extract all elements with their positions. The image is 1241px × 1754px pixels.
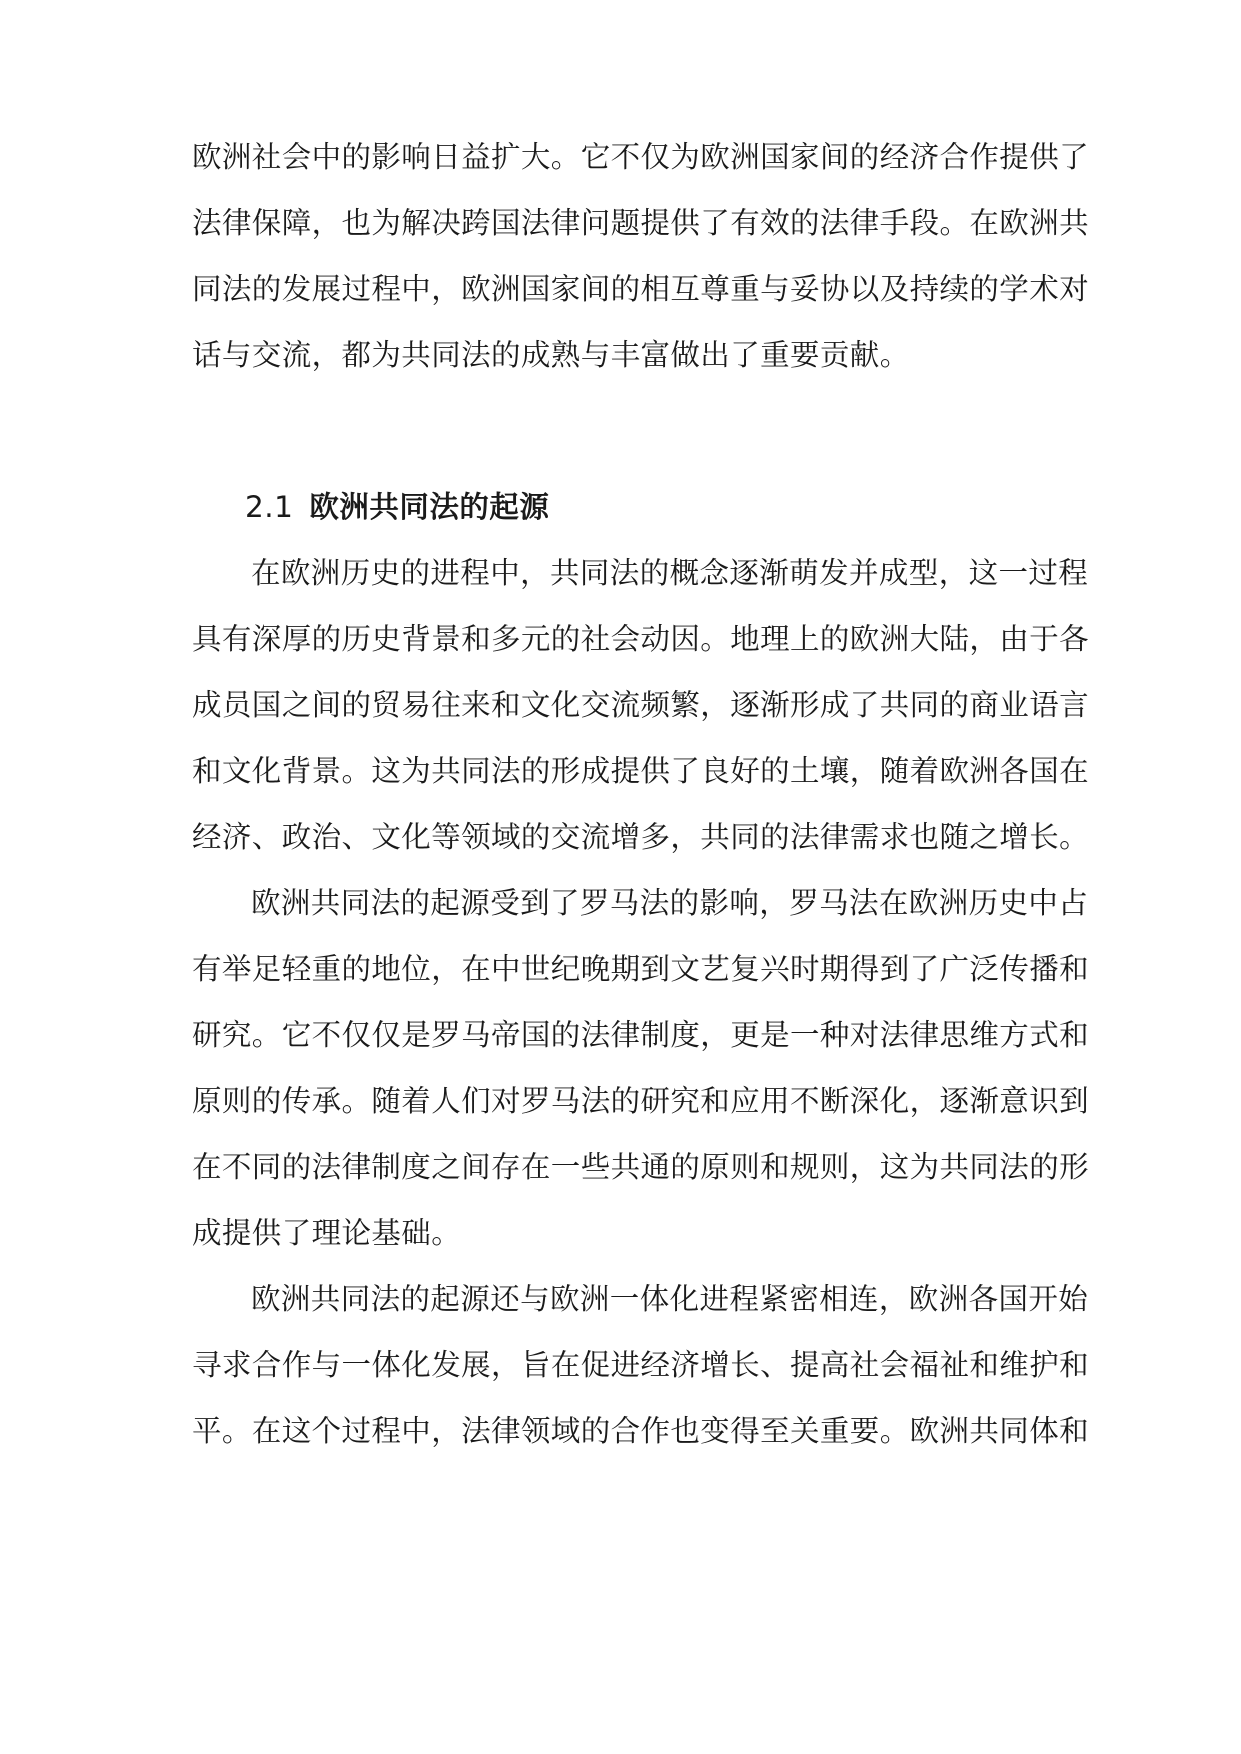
paragraph3-line-3: 平。在这个过程中，法律领域的合作也变得至关重要。欧洲共同体和 — [192, 1414, 1090, 1448]
intro-line-3: 同法的发展过程中，欧洲国家间的相互尊重与妥协以及持续的学术对 — [192, 272, 1090, 306]
intro-line-4: 话与交流，都为共同法的成熟与丰富做出了重要贡献。 — [192, 338, 910, 372]
paragraph2-line-5: 在不同的法律制度之间存在一些共通的原则和规则，这为共同法的形 — [192, 1150, 1090, 1184]
paragraph1-line-4: 和文化背景。这为共同法的形成提供了良好的土壤，随着欧洲各国在 — [192, 754, 1090, 788]
paragraph1-line-2: 具有深厚的历史背景和多元的社会动因。地理上的欧洲大陆，由于各 — [192, 622, 1090, 656]
paragraph2-line-1: 欧洲共同法的起源受到了罗马法的影响，罗马法在欧洲历史中占 — [251, 886, 1089, 920]
paragraph1-line-5: 经济、政治、文化等领域的交流增多，共同的法律需求也随之增长。 — [192, 820, 1090, 854]
paragraph1-line-3: 成员国之间的贸易往来和文化交流频繁，逐渐形成了共同的商业语言 — [192, 688, 1090, 722]
section-number: 2.1 — [245, 490, 294, 524]
paragraph2-line-2: 有举足轻重的地位，在中世纪晚期到文艺复兴时期得到了广泛传播和 — [192, 952, 1090, 986]
paragraph3-line-1: 欧洲共同法的起源还与欧洲一体化进程紧密相连，欧洲各国开始 — [251, 1282, 1089, 1316]
section-heading — [245, 487, 549, 527]
paragraph1-line-1: 在欧洲历史的进程中，共同法的概念逐渐萌发并成型，这一过程 — [251, 556, 1089, 590]
intro-line-1: 欧洲社会中的影响日益扩大。它不仅为欧洲国家间的经济合作提供了 — [192, 140, 1090, 174]
intro-line-2: 法律保障，也为解决跨国法律问题提供了有效的法律手段。在欧洲共 — [192, 206, 1090, 240]
paragraph2-line-4: 原则的传承。随着人们对罗马法的研究和应用不断深化，逐渐意识到 — [192, 1084, 1090, 1118]
paragraph2-line-6: 成提供了理论基础。 — [192, 1216, 462, 1250]
paragraph3-line-2: 寻求合作与一体化发展，旨在促进经济增长、提高社会福祉和维护和 — [192, 1348, 1090, 1382]
paragraph2-line-3: 研究。它不仅仅是罗马帝国的法律制度，更是一种对法律思维方式和 — [192, 1018, 1090, 1052]
section-title: 欧洲共同法的起源 — [309, 489, 550, 524]
